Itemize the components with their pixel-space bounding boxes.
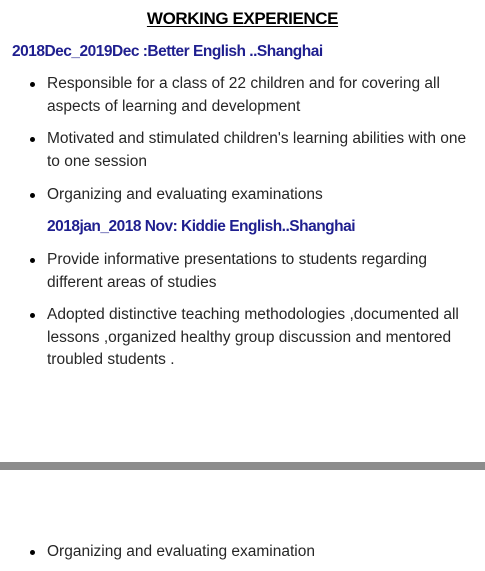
bullet-item: Organizing and evaluating examination <box>47 541 477 564</box>
bullet-item: Organizing and evaluating examinations <box>47 184 477 207</box>
job-heading-kiddie-english: 2018jan_2018 Nov: Kiddie English..Shanghai <box>47 218 356 235</box>
section-title: WORKING EXPERIENCE <box>146 9 339 28</box>
bullet-item: Provide informative presentations to students regarding different areas of studies <box>47 249 477 294</box>
bullet-item: Adopted distinctive teaching methodologies ,documented all lessons ,organized healthy group discussion and mentored troubled students . <box>47 304 477 372</box>
page-divider <box>0 462 485 470</box>
bullet-item: Responsible for a class of 22 children and for covering all aspects of learning and development <box>47 73 477 118</box>
job-heading-better-english: 2018Dec_2019Dec :Better English ..Shanghai <box>12 43 323 60</box>
bullet-item: Motivated and stimulated children's learning abilities with one to one session <box>47 128 477 173</box>
